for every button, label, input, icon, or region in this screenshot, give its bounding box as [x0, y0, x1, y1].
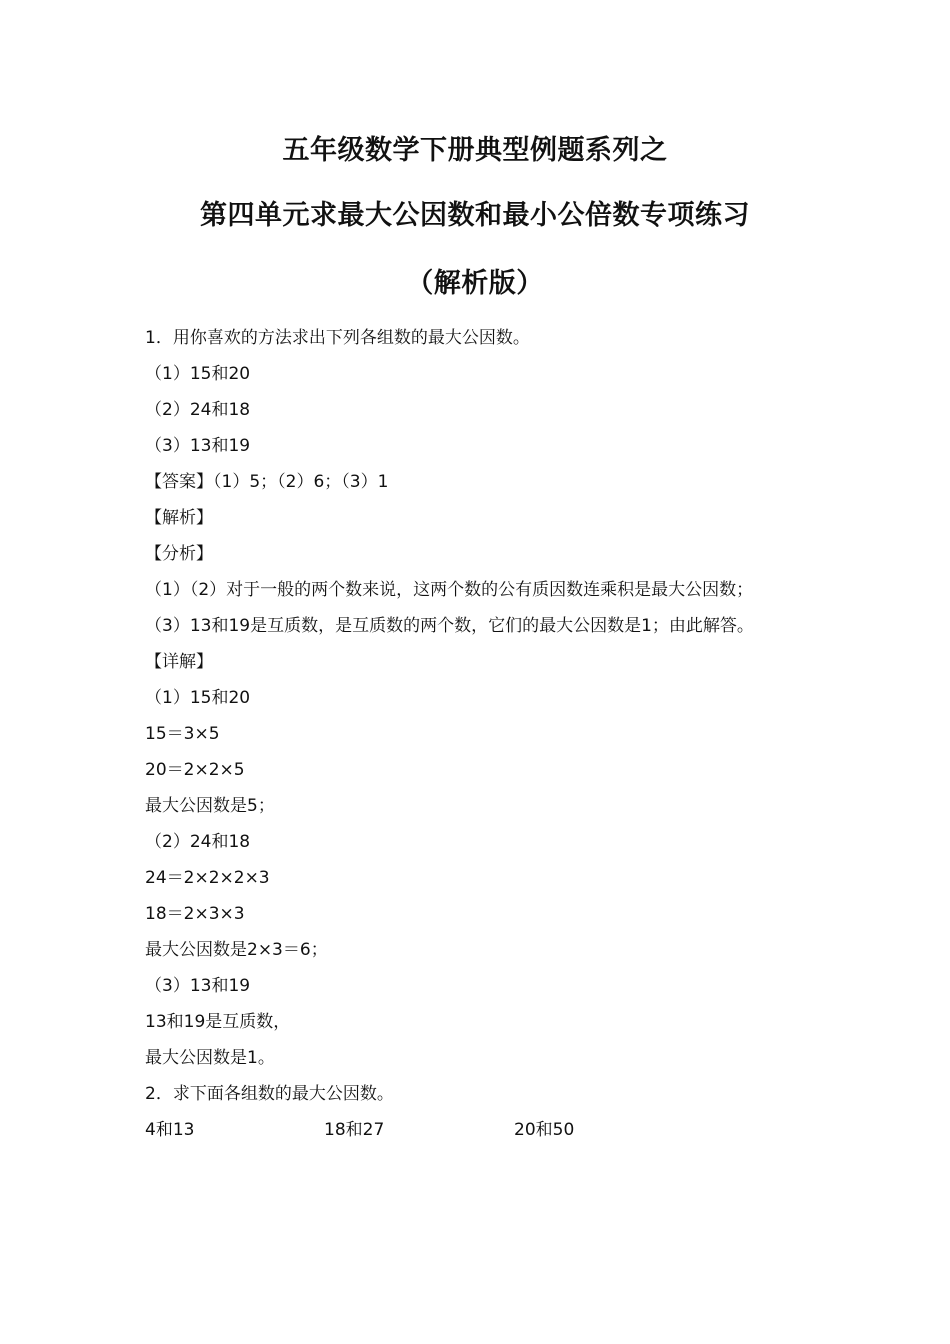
analysis-heading: 【解析】 — [145, 508, 213, 528]
detail-line: 13和19是互质数， — [145, 1012, 291, 1032]
question-1: 1．用你喜欢的方法求出下列各组数的最大公因数。 — [145, 328, 530, 348]
question-2-pair: 4和13 — [145, 1120, 195, 1140]
title-line-2: 第四单元求最大公因数和最小公倍数专项练习 — [200, 200, 750, 231]
fenxi-heading: 【分析】 — [145, 544, 213, 564]
fenxi-paragraph-1: （1）（2）对于一般的两个数来说，这两个数的公有质因数连乘积是最大公因数； — [145, 580, 754, 600]
question-2-pair: 20和50 — [514, 1120, 575, 1140]
detail-heading: 【详解】 — [145, 652, 213, 672]
question-1-item: （2）24和18 — [145, 400, 251, 420]
detail-line: （3）13和19 — [145, 976, 251, 996]
detail-line: 20＝2×2×5 — [145, 760, 245, 780]
question-2: 2．求下面各组数的最大公因数。 — [145, 1084, 394, 1104]
question-2-pairs — [145, 1112, 815, 1148]
question-1-item: （1）15和20 — [145, 364, 251, 384]
detail-line: 24＝2×2×2×3 — [145, 868, 270, 888]
title-line-1: 五年级数学下册典型例题系列之 — [282, 135, 668, 166]
detail-line: 18＝2×3×3 — [145, 904, 245, 924]
detail-line: 最大公因数是1。 — [145, 1048, 275, 1068]
detail-line: 15＝3×5 — [145, 724, 220, 744]
detail-line: 最大公因数是5； — [145, 796, 275, 816]
answer-line: 【答案】（1）5；（2）6；（3）1 — [145, 472, 389, 492]
detail-line: （1）15和20 — [145, 688, 251, 708]
question-1-item: （3）13和19 — [145, 436, 251, 456]
question-2-pair: 18和27 — [324, 1120, 385, 1140]
fenxi-paragraph-2: （3）13和19是互质数，是互质数的两个数，它们的最大公因数是1；由此解答。 — [145, 616, 754, 636]
detail-line: 最大公因数是2×3＝6； — [145, 940, 328, 960]
detail-line: （2）24和18 — [145, 832, 251, 852]
title-line-3: （解析版） — [406, 268, 544, 299]
document-body — [145, 320, 815, 1148]
